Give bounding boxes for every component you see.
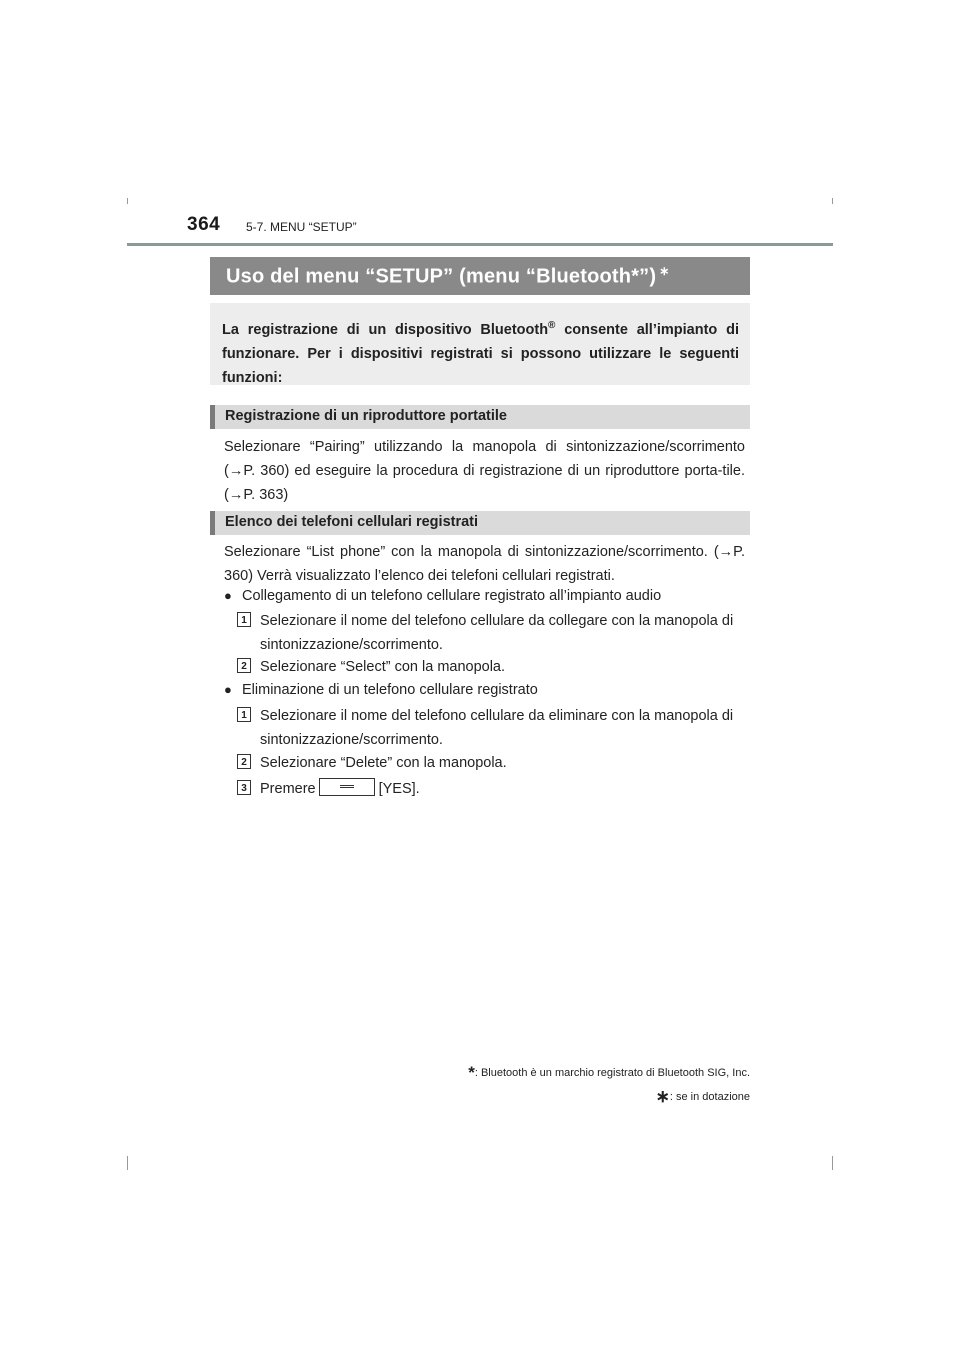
intro-text-end: consente all’impianto di funzionare. Per i dispositivi registrati si possono utilizzare le seguenti funzioni: — [222, 321, 739, 386]
crop-mark — [127, 198, 128, 204]
option-star-icon: ∗ — [659, 264, 670, 278]
step-text: Selezionare “Select” con la manopola. — [260, 659, 506, 675]
footnote-text: : se in dotazione — [669, 1091, 750, 1103]
step-text: Selezionare il nome del telefono cellulare da eliminare con la manopola di sintonizzazione/scorrimento. — [260, 708, 734, 748]
crop-mark — [127, 1156, 128, 1170]
section-body-list-phone: Selezionare “List phone” con la manopola di sintonizzazione/scorrimento. (→P. 360) Verrà visualizzato l’elenco dei telefoni cellulari registrati. — [224, 544, 745, 584]
intro-text-start: La registrazione di un dispositivo Bluetooth — [222, 321, 549, 338]
step-text: Selezionare il nome del telefono cellulare da collegare con la manopola di sintonizzazione/scorrimento. — [260, 613, 734, 653]
footnote-option — [656, 1087, 750, 1107]
step-number-badge: 1 — [237, 707, 251, 722]
step-text-end: [YES]. — [378, 781, 420, 797]
asterisk-icon: * — [468, 1063, 475, 1082]
bullet-icon: ● — [224, 682, 232, 697]
section-label: 5-7. MENU “SETUP” — [246, 220, 357, 234]
crop-mark — [832, 1156, 833, 1170]
step-text-start: Premere — [260, 781, 316, 797]
section-heading-portable-player — [210, 405, 750, 429]
crop-mark — [832, 198, 833, 204]
page-number: 364 — [187, 214, 221, 235]
section-heading-phone-list — [210, 511, 750, 535]
footnote-bluetooth — [468, 1063, 750, 1083]
button-dash-icon — [340, 785, 354, 788]
bullet-connect-phone — [224, 584, 745, 608]
step-number-badge: 1 — [237, 612, 251, 627]
step-number-badge: 3 — [237, 780, 251, 795]
step-number-badge: 2 — [237, 754, 251, 769]
registered-mark: ® — [548, 320, 556, 331]
option-star-icon: ∗ — [655, 1087, 670, 1106]
header-rule — [127, 243, 833, 246]
bullet-text: Eliminazione di un telefono cellulare registrato — [242, 682, 538, 698]
bullet-delete-phone — [224, 678, 745, 702]
bullet-icon: ● — [224, 588, 232, 603]
audio-unit-button-icon — [319, 778, 375, 796]
section-heading-text: Elenco dei telefoni cellulari registrati — [225, 514, 479, 530]
footnote-text: : Bluetooth è un marchio registrato di Bluetooth SIG, Inc. — [474, 1067, 750, 1079]
page-title-text: Uso del menu “SETUP” (menu “Bluetooth*”) — [226, 265, 657, 288]
step-number-badge: 2 — [237, 658, 251, 673]
section-heading-text: Registrazione di un riproduttore portatile — [225, 408, 507, 424]
step-text: Selezionare “Delete” con la manopola. — [260, 755, 507, 771]
page-title — [226, 264, 670, 289]
intro-box — [210, 303, 750, 385]
title-bar — [210, 257, 750, 295]
step-text — [260, 777, 747, 801]
bullet-text: Collegamento di un telefono cellulare registrato all’impianto audio — [242, 588, 662, 604]
section-body-pairing: Selezionare “Pairing” utilizzando la manopola di sintonizzazione/scorrimento (→P. 360) ed eseguire la procedura di registrazione di un riproduttore porta-tile. (→P. 363) — [224, 439, 745, 503]
